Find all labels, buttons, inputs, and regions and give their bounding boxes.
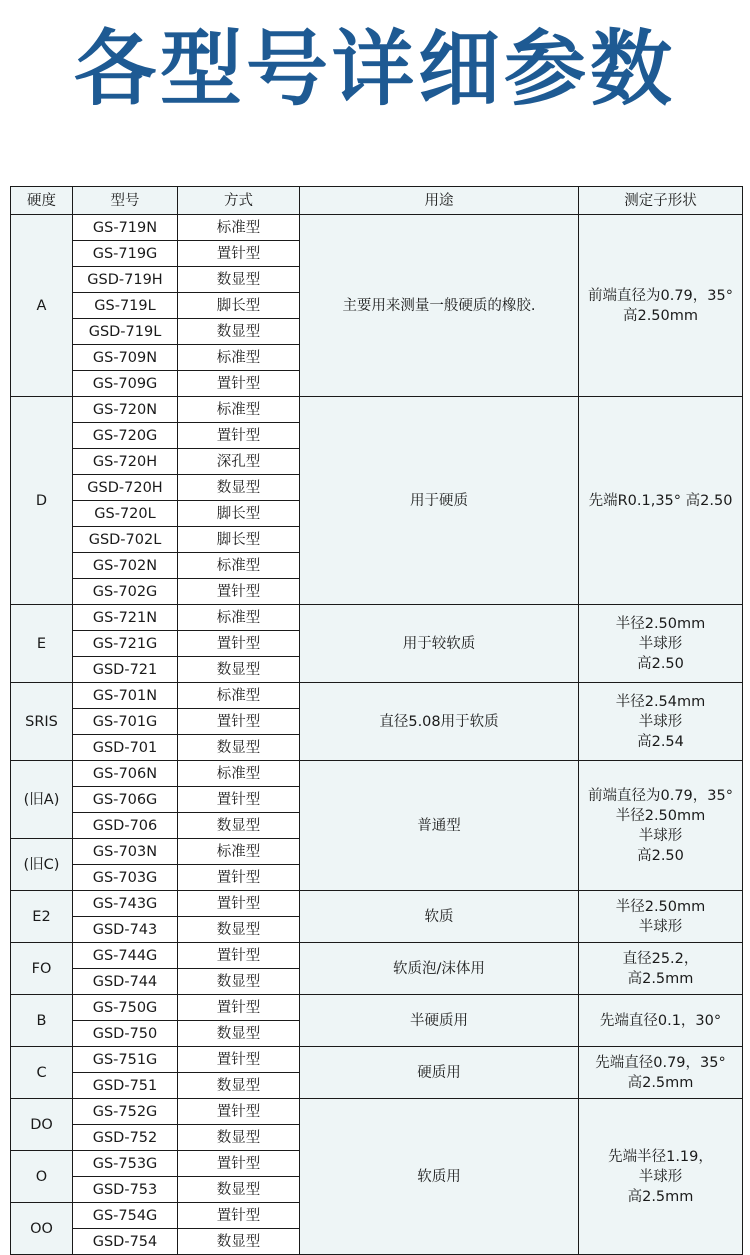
usage-cell: 软质泡/沫体用 (300, 943, 579, 995)
probe-shape-cell: 半径2.50mm 半球形 高2.50 (579, 605, 743, 683)
hardness-cell: SRIS (11, 683, 73, 761)
method-cell: 数显型 (178, 917, 300, 943)
header-usage: 用途 (300, 187, 579, 215)
probe-shape-cell: 半径2.50mm 半球形 (579, 891, 743, 943)
model-cell: GS-701G (73, 709, 178, 735)
method-cell: 数显型 (178, 657, 300, 683)
method-cell: 置针型 (178, 241, 300, 267)
model-cell: GSD-752 (73, 1125, 178, 1151)
table-row (11, 891, 743, 917)
method-cell: 数显型 (178, 267, 300, 293)
hardness-cell: DO (11, 1099, 73, 1151)
table-row (11, 397, 743, 423)
header-method: 方式 (178, 187, 300, 215)
method-cell: 置针型 (178, 1047, 300, 1073)
method-cell: 置针型 (178, 787, 300, 813)
method-cell: 标准型 (178, 683, 300, 709)
method-cell: 数显型 (178, 475, 300, 501)
method-cell: 数显型 (178, 969, 300, 995)
probe-shape-cell: 先端直径0.1，30° (579, 995, 743, 1047)
probe-shape-cell: 先端半径1.19， 半球形 高2.5mm (579, 1099, 743, 1255)
model-cell: GS-750G (73, 995, 178, 1021)
page-title: 各型号详细参数 (73, 22, 676, 117)
method-cell: 数显型 (178, 319, 300, 345)
model-cell: GS-720N (73, 397, 178, 423)
table-row (11, 995, 743, 1021)
method-cell: 置针型 (178, 709, 300, 735)
usage-cell: 半硬质用 (300, 995, 579, 1047)
model-cell: GS-751G (73, 1047, 178, 1073)
model-cell: GSD-719H (73, 267, 178, 293)
model-cell: GSD-754 (73, 1229, 178, 1255)
probe-shape-cell: 前端直径为0.79，35° 高2.50mm (579, 215, 743, 397)
hardness-cell: C (11, 1047, 73, 1099)
table-row (11, 1047, 743, 1073)
method-cell: 数显型 (178, 813, 300, 839)
model-cell: GSD-751 (73, 1073, 178, 1099)
model-cell: GS-719G (73, 241, 178, 267)
usage-cell: 软质 (300, 891, 579, 943)
method-cell: 数显型 (178, 1177, 300, 1203)
model-cell: GSD-743 (73, 917, 178, 943)
model-cell: GS-703G (73, 865, 178, 891)
usage-cell: 用于较软质 (300, 605, 579, 683)
probe-shape-cell: 前端直径为0.79，35° 半径2.50mm 半球形 高2.50 (579, 761, 743, 891)
table-row (11, 761, 743, 787)
method-cell: 标准型 (178, 397, 300, 423)
model-cell: GS-720L (73, 501, 178, 527)
usage-cell: 硬质用 (300, 1047, 579, 1099)
probe-shape-cell: 先端R0.1,35° 高2.50 (579, 397, 743, 605)
model-cell: GS-752G (73, 1099, 178, 1125)
model-cell: GS-701N (73, 683, 178, 709)
method-cell: 标准型 (178, 215, 300, 241)
model-cell: GS-719N (73, 215, 178, 241)
method-cell: 数显型 (178, 1073, 300, 1099)
method-cell: 脚长型 (178, 501, 300, 527)
model-cell: GS-720G (73, 423, 178, 449)
probe-shape-cell: 直径25.2， 高2.5mm (579, 943, 743, 995)
method-cell: 脚长型 (178, 293, 300, 319)
model-cell: GS-744G (73, 943, 178, 969)
usage-cell: 用于硬质 (300, 397, 579, 605)
model-cell: GS-721N (73, 605, 178, 631)
table-row (11, 605, 743, 631)
header-probe-shape: 测定子形状 (579, 187, 743, 215)
method-cell: 标准型 (178, 761, 300, 787)
usage-cell: 主要用来测量一般硬质的橡胶. (300, 215, 579, 397)
model-cell: GS-720H (73, 449, 178, 475)
probe-shape-cell: 半径2.54mm 半球形 高2.54 (579, 683, 743, 761)
model-cell: GS-743G (73, 891, 178, 917)
method-cell: 标准型 (178, 553, 300, 579)
table-body (11, 215, 743, 1255)
method-cell: 置针型 (178, 891, 300, 917)
model-cell: GSD-750 (73, 1021, 178, 1047)
method-cell: 置针型 (178, 423, 300, 449)
method-cell: 置针型 (178, 943, 300, 969)
hardness-cell: E (11, 605, 73, 683)
usage-cell: 软质用 (300, 1099, 579, 1255)
model-cell: GSD-706 (73, 813, 178, 839)
method-cell: 标准型 (178, 839, 300, 865)
table-header-row (11, 187, 743, 215)
method-cell: 脚长型 (178, 527, 300, 553)
table-row (11, 1099, 743, 1125)
probe-shape-cell: 先端直径0.79，35° 高2.5mm (579, 1047, 743, 1099)
hardness-cell: OO (11, 1203, 73, 1255)
usage-cell: 普通型 (300, 761, 579, 891)
method-cell: 置针型 (178, 1151, 300, 1177)
method-cell: 置针型 (178, 865, 300, 891)
table-row (11, 215, 743, 241)
model-cell: GSD-719L (73, 319, 178, 345)
spec-table (10, 186, 743, 1255)
hardness-cell: B (11, 995, 73, 1047)
method-cell: 深孔型 (178, 449, 300, 475)
hardness-cell: D (11, 397, 73, 605)
table-row (11, 943, 743, 969)
usage-cell: 直径5.08用于软质 (300, 683, 579, 761)
model-cell: GS-709N (73, 345, 178, 371)
method-cell: 数显型 (178, 1229, 300, 1255)
model-cell: GSD-721 (73, 657, 178, 683)
method-cell: 数显型 (178, 1021, 300, 1047)
method-cell: 置针型 (178, 371, 300, 397)
model-cell: GS-721G (73, 631, 178, 657)
model-cell: GSD-744 (73, 969, 178, 995)
method-cell: 置针型 (178, 1203, 300, 1229)
model-cell: GSD-753 (73, 1177, 178, 1203)
method-cell: 置针型 (178, 1099, 300, 1125)
model-cell: GS-702G (73, 579, 178, 605)
header-hardness: 硬度 (11, 187, 73, 215)
model-cell: GSD-702L (73, 527, 178, 553)
hardness-cell: (旧A) (11, 761, 73, 839)
method-cell: 数显型 (178, 735, 300, 761)
model-cell: GS-719L (73, 293, 178, 319)
hardness-cell: E2 (11, 891, 73, 943)
method-cell: 置针型 (178, 995, 300, 1021)
model-cell: GS-709G (73, 371, 178, 397)
table-row (11, 683, 743, 709)
method-cell: 置针型 (178, 631, 300, 657)
model-cell: GSD-720H (73, 475, 178, 501)
method-cell: 数显型 (178, 1125, 300, 1151)
model-cell: GS-702N (73, 553, 178, 579)
method-cell: 标准型 (178, 345, 300, 371)
hardness-cell: FO (11, 943, 73, 995)
hardness-cell: O (11, 1151, 73, 1203)
model-cell: GS-706N (73, 761, 178, 787)
method-cell: 置针型 (178, 579, 300, 605)
model-cell: GSD-701 (73, 735, 178, 761)
header-model: 型号 (73, 187, 178, 215)
model-cell: GS-703N (73, 839, 178, 865)
model-cell: GS-753G (73, 1151, 178, 1177)
hardness-cell: A (11, 215, 73, 397)
model-cell: GS-706G (73, 787, 178, 813)
hardness-cell: (旧C) (11, 839, 73, 891)
method-cell: 标准型 (178, 605, 300, 631)
model-cell: GS-754G (73, 1203, 178, 1229)
